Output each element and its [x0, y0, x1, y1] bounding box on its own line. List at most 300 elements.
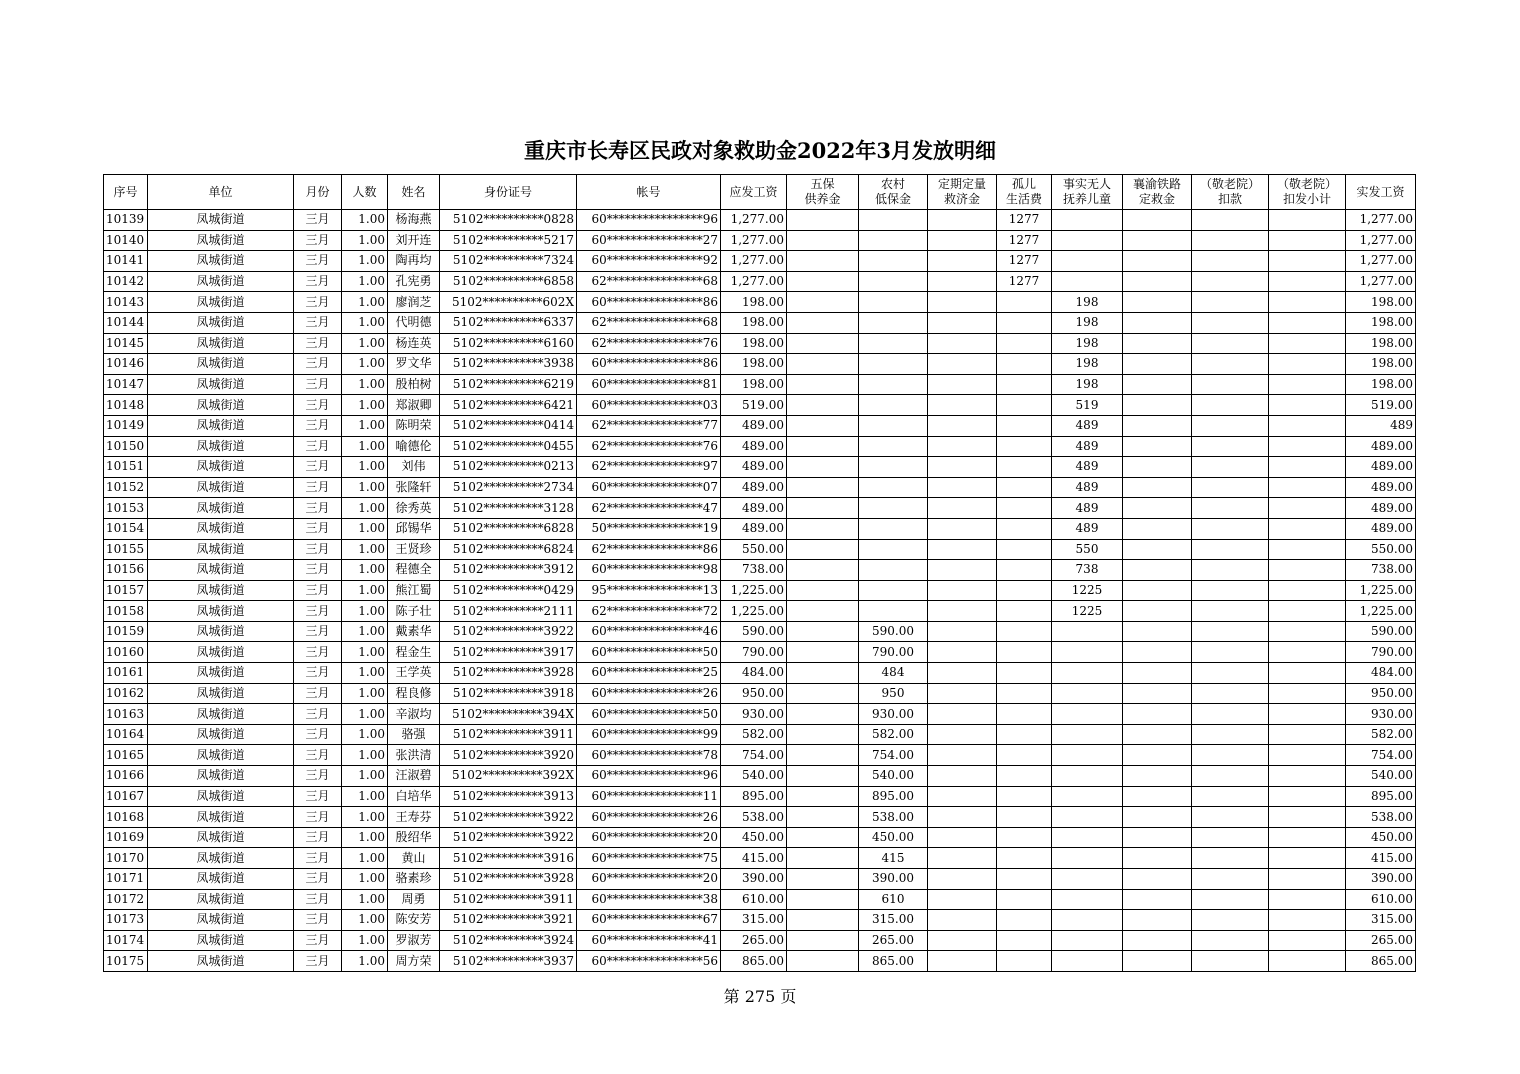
cell-orphan-allowance — [997, 848, 1052, 869]
cell-rural-subsidy: 540.00 — [859, 766, 928, 787]
cell-unattended-child: 738 — [1052, 560, 1123, 581]
cell-name: 刘伟 — [388, 457, 440, 478]
cell-wubao-support — [787, 271, 859, 292]
cell-wubao-support — [787, 539, 859, 560]
cell-headcount: 1.00 — [342, 807, 388, 828]
cell-orphan-allowance — [997, 539, 1052, 560]
cell-month: 三月 — [294, 518, 342, 539]
cell-month: 三月 — [294, 621, 342, 642]
cell-wubao-support — [787, 312, 859, 333]
cell-month: 三月 — [294, 642, 342, 663]
cell-gross-pay: 519.00 — [721, 395, 787, 416]
cell-headcount: 1.00 — [342, 580, 388, 601]
cell-fixed-relief — [928, 374, 997, 395]
cell-net-pay: 1,225.00 — [1346, 580, 1416, 601]
column-header-wubao-support: 五保 供养金 — [787, 175, 859, 210]
table-row — [104, 354, 1416, 375]
cell-account-number: 50****************19 — [577, 518, 721, 539]
cell-gross-pay: 1,225.00 — [721, 601, 787, 622]
cell-fixed-relief — [928, 951, 997, 972]
column-header-rural-subsidy: 农村 低保金 — [859, 175, 928, 210]
cell-serial-number: 10160 — [104, 642, 148, 663]
cell-name: 黄山 — [388, 848, 440, 869]
cell-headcount: 1.00 — [342, 910, 388, 931]
cell-account-number: 95****************13 — [577, 580, 721, 601]
cell-nursing-home-subtotal — [1269, 312, 1346, 333]
table-row — [104, 436, 1416, 457]
cell-net-pay: 1,277.00 — [1346, 230, 1416, 251]
cell-id-number: 5102**********5217 — [440, 230, 577, 251]
cell-orphan-allowance — [997, 477, 1052, 498]
cell-serial-number: 10154 — [104, 518, 148, 539]
cell-fixed-relief — [928, 498, 997, 519]
cell-serial-number: 10161 — [104, 663, 148, 684]
cell-rural-subsidy: 484 — [859, 663, 928, 684]
cell-name: 陶再均 — [388, 251, 440, 272]
cell-month: 三月 — [294, 271, 342, 292]
cell-id-number: 5102**********0429 — [440, 580, 577, 601]
cell-wubao-support — [787, 910, 859, 931]
cell-xiangyu-relief — [1123, 498, 1192, 519]
cell-fixed-relief — [928, 560, 997, 581]
cell-id-number: 5102**********0828 — [440, 210, 577, 231]
cell-net-pay: 895.00 — [1346, 786, 1416, 807]
cell-rural-subsidy: 895.00 — [859, 786, 928, 807]
cell-nursing-home-subtotal — [1269, 580, 1346, 601]
cell-gross-pay: 198.00 — [721, 292, 787, 313]
cell-id-number: 5102**********3938 — [440, 354, 577, 375]
cell-wubao-support — [787, 745, 859, 766]
cell-unit: 凤城街道 — [148, 436, 294, 457]
cell-headcount: 1.00 — [342, 766, 388, 787]
cell-account-number: 60****************50 — [577, 704, 721, 725]
cell-gross-pay: 198.00 — [721, 354, 787, 375]
cell-serial-number: 10157 — [104, 580, 148, 601]
cell-month: 三月 — [294, 601, 342, 622]
column-header-name: 姓名 — [388, 175, 440, 210]
cell-unit: 凤城街道 — [148, 663, 294, 684]
cell-rural-subsidy — [859, 457, 928, 478]
cell-gross-pay: 590.00 — [721, 621, 787, 642]
cell-xiangyu-relief — [1123, 910, 1192, 931]
cell-serial-number: 10163 — [104, 704, 148, 725]
cell-month: 三月 — [294, 889, 342, 910]
cell-unit: 凤城街道 — [148, 910, 294, 931]
cell-account-number: 62****************76 — [577, 436, 721, 457]
cell-id-number: 5102**********3912 — [440, 560, 577, 581]
cell-name: 殷绍华 — [388, 827, 440, 848]
cell-account-number: 62****************68 — [577, 312, 721, 333]
cell-id-number: 5102**********0414 — [440, 415, 577, 436]
cell-account-number: 60****************46 — [577, 621, 721, 642]
cell-wubao-support — [787, 415, 859, 436]
cell-unit: 凤城街道 — [148, 827, 294, 848]
cell-serial-number: 10155 — [104, 539, 148, 560]
cell-orphan-allowance — [997, 580, 1052, 601]
cell-unit: 凤城街道 — [148, 395, 294, 416]
cell-gross-pay: 489.00 — [721, 415, 787, 436]
cell-headcount: 1.00 — [342, 312, 388, 333]
cell-name: 郑淑卿 — [388, 395, 440, 416]
cell-rural-subsidy: 754.00 — [859, 745, 928, 766]
cell-orphan-allowance — [997, 395, 1052, 416]
cell-net-pay: 1,277.00 — [1346, 210, 1416, 231]
cell-fixed-relief — [928, 786, 997, 807]
cell-account-number: 60****************26 — [577, 807, 721, 828]
cell-gross-pay: 610.00 — [721, 889, 787, 910]
cell-orphan-allowance: 1277 — [997, 210, 1052, 231]
cell-nursing-home-deduction — [1192, 621, 1269, 642]
cell-serial-number: 10145 — [104, 333, 148, 354]
cell-orphan-allowance — [997, 930, 1052, 951]
cell-month: 三月 — [294, 869, 342, 890]
cell-orphan-allowance — [997, 333, 1052, 354]
table-row — [104, 395, 1416, 416]
cell-rural-subsidy — [859, 292, 928, 313]
cell-account-number: 60****************96 — [577, 766, 721, 787]
cell-net-pay: 315.00 — [1346, 910, 1416, 931]
cell-serial-number: 10143 — [104, 292, 148, 313]
cell-nursing-home-subtotal — [1269, 560, 1346, 581]
cell-id-number: 5102**********7324 — [440, 251, 577, 272]
cell-unit: 凤城街道 — [148, 683, 294, 704]
cell-unattended-child — [1052, 663, 1123, 684]
cell-orphan-allowance — [997, 312, 1052, 333]
cell-orphan-allowance — [997, 869, 1052, 890]
cell-rural-subsidy: 790.00 — [859, 642, 928, 663]
cell-unattended-child: 1225 — [1052, 580, 1123, 601]
cell-net-pay: 1,277.00 — [1346, 271, 1416, 292]
cell-nursing-home-deduction — [1192, 848, 1269, 869]
cell-id-number: 5102**********0213 — [440, 457, 577, 478]
cell-nursing-home-deduction — [1192, 395, 1269, 416]
cell-net-pay: 265.00 — [1346, 930, 1416, 951]
cell-serial-number: 10166 — [104, 766, 148, 787]
cell-name: 程金生 — [388, 642, 440, 663]
cell-headcount: 1.00 — [342, 333, 388, 354]
cell-gross-pay: 1,277.00 — [721, 210, 787, 231]
cell-xiangyu-relief — [1123, 601, 1192, 622]
cell-headcount: 1.00 — [342, 889, 388, 910]
cell-nursing-home-deduction — [1192, 642, 1269, 663]
cell-unit: 凤城街道 — [148, 704, 294, 725]
cell-wubao-support — [787, 518, 859, 539]
cell-unit: 凤城街道 — [148, 477, 294, 498]
cell-fixed-relief — [928, 663, 997, 684]
cell-nursing-home-subtotal — [1269, 354, 1346, 375]
cell-fixed-relief — [928, 601, 997, 622]
cell-unit: 凤城街道 — [148, 251, 294, 272]
cell-wubao-support — [787, 292, 859, 313]
cell-id-number: 5102**********3928 — [440, 663, 577, 684]
cell-nursing-home-deduction — [1192, 827, 1269, 848]
cell-fixed-relief — [928, 683, 997, 704]
cell-unattended-child — [1052, 930, 1123, 951]
cell-id-number: 5102**********3922 — [440, 621, 577, 642]
cell-account-number: 60****************78 — [577, 745, 721, 766]
cell-serial-number: 10153 — [104, 498, 148, 519]
cell-gross-pay: 582.00 — [721, 724, 787, 745]
cell-nursing-home-subtotal — [1269, 704, 1346, 725]
cell-headcount: 1.00 — [342, 951, 388, 972]
cell-xiangyu-relief — [1123, 621, 1192, 642]
cell-serial-number: 10142 — [104, 271, 148, 292]
cell-month: 三月 — [294, 807, 342, 828]
cell-xiangyu-relief — [1123, 930, 1192, 951]
cell-unit: 凤城街道 — [148, 539, 294, 560]
cell-xiangyu-relief — [1123, 827, 1192, 848]
cell-unattended-child — [1052, 889, 1123, 910]
cell-name: 代明德 — [388, 312, 440, 333]
cell-unit: 凤城街道 — [148, 210, 294, 231]
table-row — [104, 601, 1416, 622]
cell-account-number: 62****************97 — [577, 457, 721, 478]
cell-serial-number: 10168 — [104, 807, 148, 828]
cell-rural-subsidy — [859, 477, 928, 498]
table-row — [104, 312, 1416, 333]
cell-net-pay: 198.00 — [1346, 333, 1416, 354]
cell-account-number: 60****************81 — [577, 374, 721, 395]
cell-fixed-relief — [928, 580, 997, 601]
cell-headcount: 1.00 — [342, 869, 388, 890]
cell-nursing-home-subtotal — [1269, 292, 1346, 313]
cell-unattended-child — [1052, 230, 1123, 251]
cell-fixed-relief — [928, 436, 997, 457]
cell-id-number: 5102**********2734 — [440, 477, 577, 498]
table-row — [104, 333, 1416, 354]
cell-headcount: 1.00 — [342, 930, 388, 951]
cell-id-number: 5102**********3918 — [440, 683, 577, 704]
cell-id-number: 5102**********3913 — [440, 786, 577, 807]
cell-fixed-relief — [928, 210, 997, 231]
cell-month: 三月 — [294, 477, 342, 498]
cell-name: 殷柏树 — [388, 374, 440, 395]
cell-unattended-child: 489 — [1052, 415, 1123, 436]
cell-wubao-support — [787, 704, 859, 725]
cell-unit: 凤城街道 — [148, 601, 294, 622]
cell-nursing-home-subtotal — [1269, 477, 1346, 498]
cell-month: 三月 — [294, 374, 342, 395]
table-row — [104, 663, 1416, 684]
cell-id-number: 5102**********6337 — [440, 312, 577, 333]
cell-fixed-relief — [928, 539, 997, 560]
cell-xiangyu-relief — [1123, 415, 1192, 436]
cell-name: 罗文华 — [388, 354, 440, 375]
cell-account-number: 60****************86 — [577, 354, 721, 375]
cell-nursing-home-deduction — [1192, 415, 1269, 436]
cell-nursing-home-deduction — [1192, 251, 1269, 272]
column-header-id-number: 身份证号 — [440, 175, 577, 210]
cell-orphan-allowance — [997, 518, 1052, 539]
table-row — [104, 745, 1416, 766]
cell-net-pay: 489 — [1346, 415, 1416, 436]
cell-account-number: 60****************27 — [577, 230, 721, 251]
table-row — [104, 374, 1416, 395]
cell-rural-subsidy — [859, 539, 928, 560]
cell-name: 骆强 — [388, 724, 440, 745]
cell-fixed-relief — [928, 869, 997, 890]
cell-fixed-relief — [928, 910, 997, 931]
cell-fixed-relief — [928, 827, 997, 848]
cell-headcount: 1.00 — [342, 271, 388, 292]
cell-serial-number: 10141 — [104, 251, 148, 272]
cell-unit: 凤城街道 — [148, 312, 294, 333]
cell-unattended-child: 198 — [1052, 312, 1123, 333]
cell-name: 程良修 — [388, 683, 440, 704]
cell-xiangyu-relief — [1123, 539, 1192, 560]
cell-account-number: 62****************86 — [577, 539, 721, 560]
cell-unit: 凤城街道 — [148, 745, 294, 766]
cell-fixed-relief — [928, 354, 997, 375]
table-row — [104, 827, 1416, 848]
column-header-orphan-allowance: 孤儿 生活费 — [997, 175, 1052, 210]
table-header-row — [104, 175, 1416, 210]
table-row — [104, 766, 1416, 787]
cell-nursing-home-deduction — [1192, 477, 1269, 498]
cell-headcount: 1.00 — [342, 621, 388, 642]
cell-orphan-allowance: 1277 — [997, 251, 1052, 272]
cell-month: 三月 — [294, 766, 342, 787]
cell-serial-number: 10159 — [104, 621, 148, 642]
cell-headcount: 1.00 — [342, 457, 388, 478]
cell-unattended-child — [1052, 704, 1123, 725]
cell-xiangyu-relief — [1123, 766, 1192, 787]
cell-wubao-support — [787, 786, 859, 807]
cell-id-number: 5102**********392X — [440, 766, 577, 787]
cell-nursing-home-subtotal — [1269, 683, 1346, 704]
cell-name: 汪淑碧 — [388, 766, 440, 787]
cell-unit: 凤城街道 — [148, 415, 294, 436]
cell-serial-number: 10156 — [104, 560, 148, 581]
cell-wubao-support — [787, 395, 859, 416]
table-row — [104, 415, 1416, 436]
cell-gross-pay: 265.00 — [721, 930, 787, 951]
cell-headcount: 1.00 — [342, 683, 388, 704]
cell-headcount: 1.00 — [342, 436, 388, 457]
cell-xiangyu-relief — [1123, 951, 1192, 972]
cell-wubao-support — [787, 374, 859, 395]
cell-net-pay: 738.00 — [1346, 560, 1416, 581]
cell-account-number: 62****************47 — [577, 498, 721, 519]
column-header-nursing-home-deduction: （敬老院） 扣款 — [1192, 175, 1269, 210]
cell-orphan-allowance: 1277 — [997, 230, 1052, 251]
cell-wubao-support — [787, 930, 859, 951]
cell-name: 罗淑芳 — [388, 930, 440, 951]
cell-orphan-allowance — [997, 354, 1052, 375]
cell-orphan-allowance — [997, 704, 1052, 725]
table-row — [104, 498, 1416, 519]
cell-nursing-home-deduction — [1192, 807, 1269, 828]
column-header-nursing-home-subtotal: （敬老院） 扣发小计 — [1269, 175, 1346, 210]
cell-nursing-home-deduction — [1192, 910, 1269, 931]
cell-account-number: 60****************99 — [577, 724, 721, 745]
cell-fixed-relief — [928, 889, 997, 910]
cell-fixed-relief — [928, 415, 997, 436]
cell-name: 杨连英 — [388, 333, 440, 354]
cell-headcount: 1.00 — [342, 518, 388, 539]
cell-nursing-home-subtotal — [1269, 889, 1346, 910]
cell-net-pay: 538.00 — [1346, 807, 1416, 828]
cell-unit: 凤城街道 — [148, 457, 294, 478]
cell-account-number: 60****************98 — [577, 560, 721, 581]
cell-id-number: 5102**********6858 — [440, 271, 577, 292]
cell-nursing-home-deduction — [1192, 704, 1269, 725]
cell-unit: 凤城街道 — [148, 518, 294, 539]
cell-fixed-relief — [928, 704, 997, 725]
cell-wubao-support — [787, 457, 859, 478]
cell-month: 三月 — [294, 457, 342, 478]
cell-xiangyu-relief — [1123, 374, 1192, 395]
cell-month: 三月 — [294, 560, 342, 581]
cell-serial-number: 10174 — [104, 930, 148, 951]
cell-xiangyu-relief — [1123, 271, 1192, 292]
cell-name: 张洪清 — [388, 745, 440, 766]
cell-orphan-allowance — [997, 642, 1052, 663]
column-header-unit: 单位 — [148, 175, 294, 210]
cell-nursing-home-subtotal — [1269, 395, 1346, 416]
cell-gross-pay: 540.00 — [721, 766, 787, 787]
cell-rural-subsidy — [859, 395, 928, 416]
cell-fixed-relief — [928, 766, 997, 787]
cell-nursing-home-deduction — [1192, 457, 1269, 478]
cell-nursing-home-deduction — [1192, 374, 1269, 395]
cell-net-pay: 390.00 — [1346, 869, 1416, 890]
cell-name: 王贤珍 — [388, 539, 440, 560]
cell-nursing-home-subtotal — [1269, 601, 1346, 622]
cell-serial-number: 10162 — [104, 683, 148, 704]
cell-gross-pay: 1,277.00 — [721, 230, 787, 251]
cell-headcount: 1.00 — [342, 724, 388, 745]
cell-serial-number: 10167 — [104, 786, 148, 807]
cell-headcount: 1.00 — [342, 745, 388, 766]
cell-unattended-child — [1052, 621, 1123, 642]
column-header-serial-number: 序号 — [104, 175, 148, 210]
cell-rural-subsidy — [859, 333, 928, 354]
cell-unattended-child: 489 — [1052, 518, 1123, 539]
cell-fixed-relief — [928, 292, 997, 313]
cell-gross-pay: 738.00 — [721, 560, 787, 581]
column-header-fixed-relief: 定期定量 救济金 — [928, 175, 997, 210]
cell-nursing-home-deduction — [1192, 271, 1269, 292]
cell-account-number: 60****************20 — [577, 827, 721, 848]
cell-net-pay: 1,225.00 — [1346, 601, 1416, 622]
cell-serial-number: 10175 — [104, 951, 148, 972]
cell-net-pay: 1,277.00 — [1346, 251, 1416, 272]
cell-month: 三月 — [294, 498, 342, 519]
cell-month: 三月 — [294, 292, 342, 313]
cell-fixed-relief — [928, 312, 997, 333]
cell-serial-number: 10151 — [104, 457, 148, 478]
table-row — [104, 704, 1416, 725]
cell-month: 三月 — [294, 210, 342, 231]
cell-net-pay: 582.00 — [1346, 724, 1416, 745]
cell-net-pay: 484.00 — [1346, 663, 1416, 684]
cell-unattended-child: 550 — [1052, 539, 1123, 560]
column-header-xiangyu-relief: 襄渝铁路 定救金 — [1123, 175, 1192, 210]
cell-rural-subsidy — [859, 436, 928, 457]
cell-rural-subsidy: 930.00 — [859, 704, 928, 725]
cell-unit: 凤城街道 — [148, 230, 294, 251]
cell-id-number: 5102**********0455 — [440, 436, 577, 457]
cell-rural-subsidy — [859, 374, 928, 395]
cell-unattended-child: 1225 — [1052, 601, 1123, 622]
cell-wubao-support — [787, 230, 859, 251]
cell-wubao-support — [787, 251, 859, 272]
cell-account-number: 62****************68 — [577, 271, 721, 292]
cell-month: 三月 — [294, 415, 342, 436]
cell-month: 三月 — [294, 663, 342, 684]
cell-fixed-relief — [928, 848, 997, 869]
